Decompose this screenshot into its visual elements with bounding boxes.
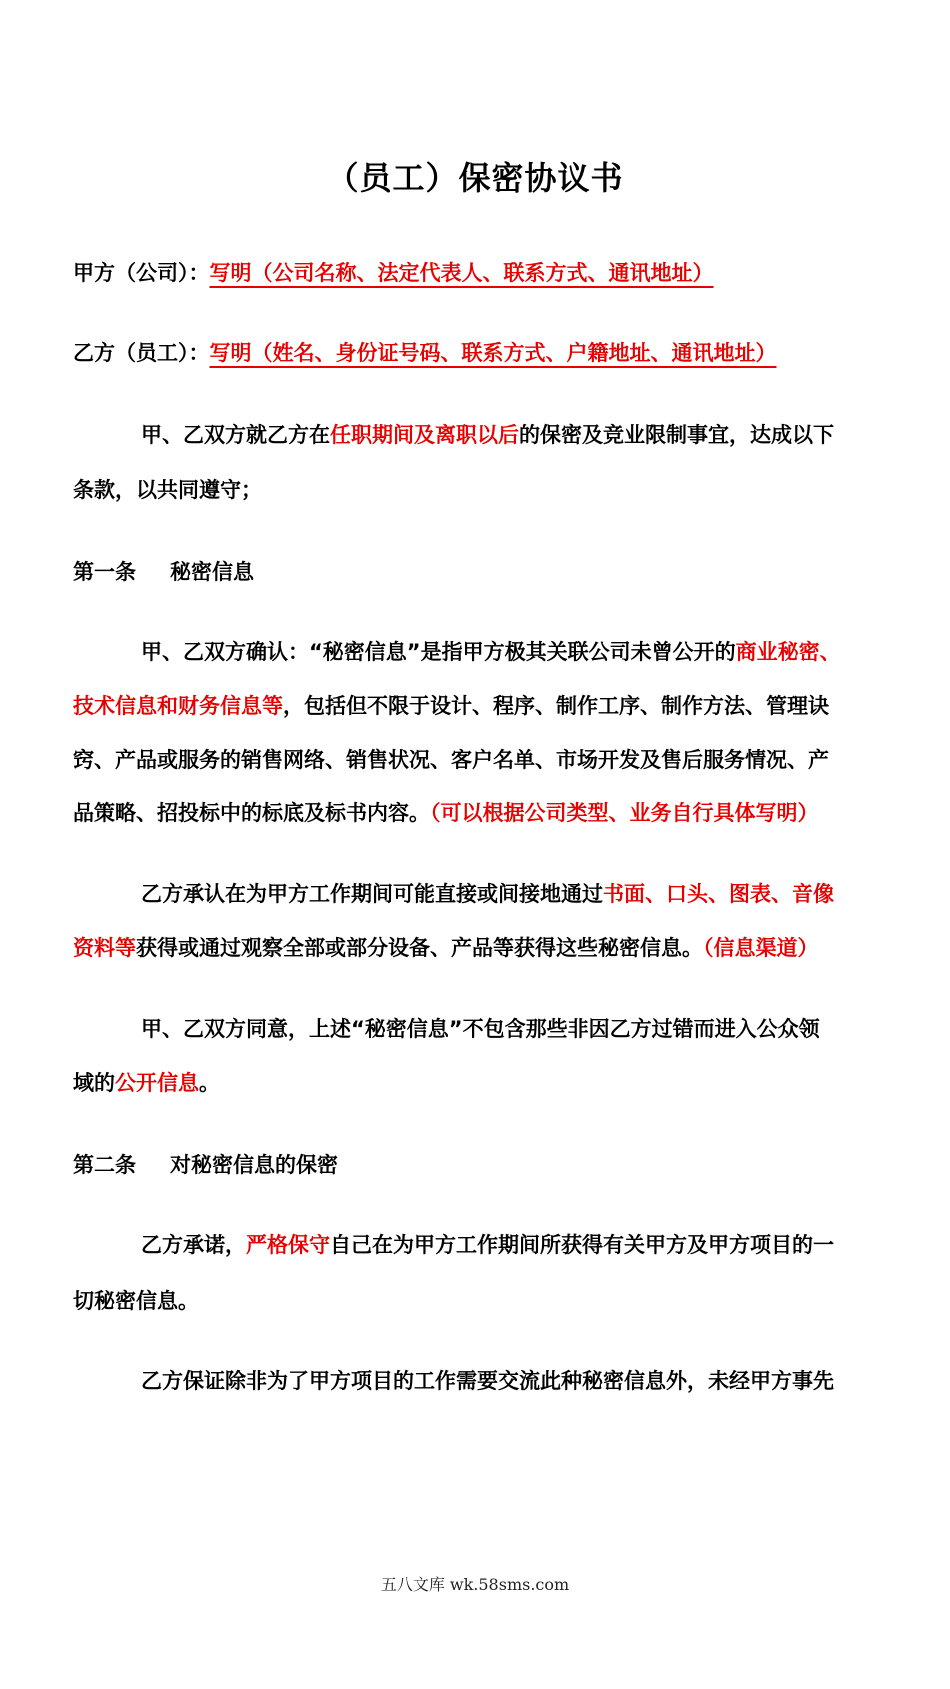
paragraph-highlight: 严格保守	[246, 1233, 330, 1257]
paragraph-text: 获得或通过观察全部或部分设备、产品等获得这些秘密信息。	[136, 936, 703, 960]
party-b-value: 写明（姓名、身份证号码、联系方式、户籍地址、通讯地址）	[209, 341, 777, 365]
article-2-heading	[73, 1150, 893, 1180]
paragraph-note: （可以根据公司类型、业务自行具体写明）	[430, 801, 819, 825]
paragraph-text: 域的	[73, 1071, 115, 1095]
paragraph-highlight: 商业秘密、	[735, 640, 841, 664]
article-1-p2-line-1	[73, 879, 950, 909]
paragraph-note: （信息渠道）	[703, 936, 819, 960]
article-1-p3-line-2	[73, 1068, 893, 1098]
paragraph-highlight: 技术信息和财务信息等	[73, 694, 283, 718]
article-2-title: 对秘密信息的保密	[170, 1153, 338, 1177]
intro-line-2: 条款，以共同遵守；	[73, 478, 262, 502]
article-1-p3-line-1: 甲、乙双方同意，上述“秘密信息”不包含那些非因乙方过错而进入公众领	[141, 1017, 820, 1041]
paragraph-text: 自己在为甲方工作期间所获得有关甲方及甲方项目的一	[330, 1233, 834, 1257]
intro-text: 的保密及竞业限制事宜，达成以下	[519, 423, 834, 447]
footer-watermark: 五八文库 wk.58sms.com	[380, 1575, 570, 1594]
party-a-value: 写明（公司名称、法定代表人、联系方式、通讯地址）	[209, 261, 714, 285]
article-1-p2-line-2	[73, 933, 893, 963]
article-1-p1-line-4	[73, 798, 893, 828]
article-1-p1-line-3: 窍、产品或服务的销售网络、销售状况、客户名单、市场开发及售后服务情况、产	[73, 748, 829, 772]
article-2-p1-line-2: 切秘密信息。	[73, 1289, 199, 1313]
paragraph-text: 甲、乙双方确认：“秘密信息”是指甲方极其关联公司未曾公开的	[141, 640, 736, 664]
paragraph-text: ，包括但不限于设计、程序、制作工序、制作方法、管理诀	[283, 694, 829, 718]
paragraph-highlight: 资料等	[73, 936, 136, 960]
article-2-p1-line-1	[73, 1230, 950, 1260]
article-2-p2-line-1: 乙方保证除非为了甲方项目的工作需要交流此种秘密信息外，未经甲方事先	[141, 1369, 834, 1393]
article-1-p1-line-2	[73, 691, 893, 721]
paragraph-highlight: 公开信息	[115, 1071, 199, 1095]
article-1-title: 秘密信息	[170, 560, 254, 584]
party-b-line	[73, 338, 893, 368]
paragraph-highlight: 书面、口头、图表、音像	[603, 882, 834, 906]
paragraph-text: 乙方承诺，	[141, 1233, 246, 1257]
article-1-heading	[73, 557, 893, 587]
paragraph-text: 。	[199, 1071, 220, 1095]
party-a-label: 甲方（公司）：	[73, 261, 210, 285]
paragraph-text: 品策略、招投标中的标底及标书内容。	[73, 801, 430, 825]
intro-highlight: 任职期间及离职以后	[330, 423, 519, 447]
intro-line-1	[73, 420, 950, 450]
party-b-label: 乙方（员工）：	[73, 341, 210, 365]
document-title: （员工）保密协议书	[326, 159, 624, 197]
party-a-line	[73, 258, 893, 288]
article-1-p1-line-1	[73, 637, 950, 667]
intro-text: 甲、乙双方就乙方在	[141, 423, 330, 447]
article-1-number: 第一条	[73, 560, 136, 584]
article-2-number: 第二条	[73, 1153, 136, 1177]
paragraph-text: 乙方承认在为甲方工作期间可能直接或间接地通过	[141, 882, 603, 906]
